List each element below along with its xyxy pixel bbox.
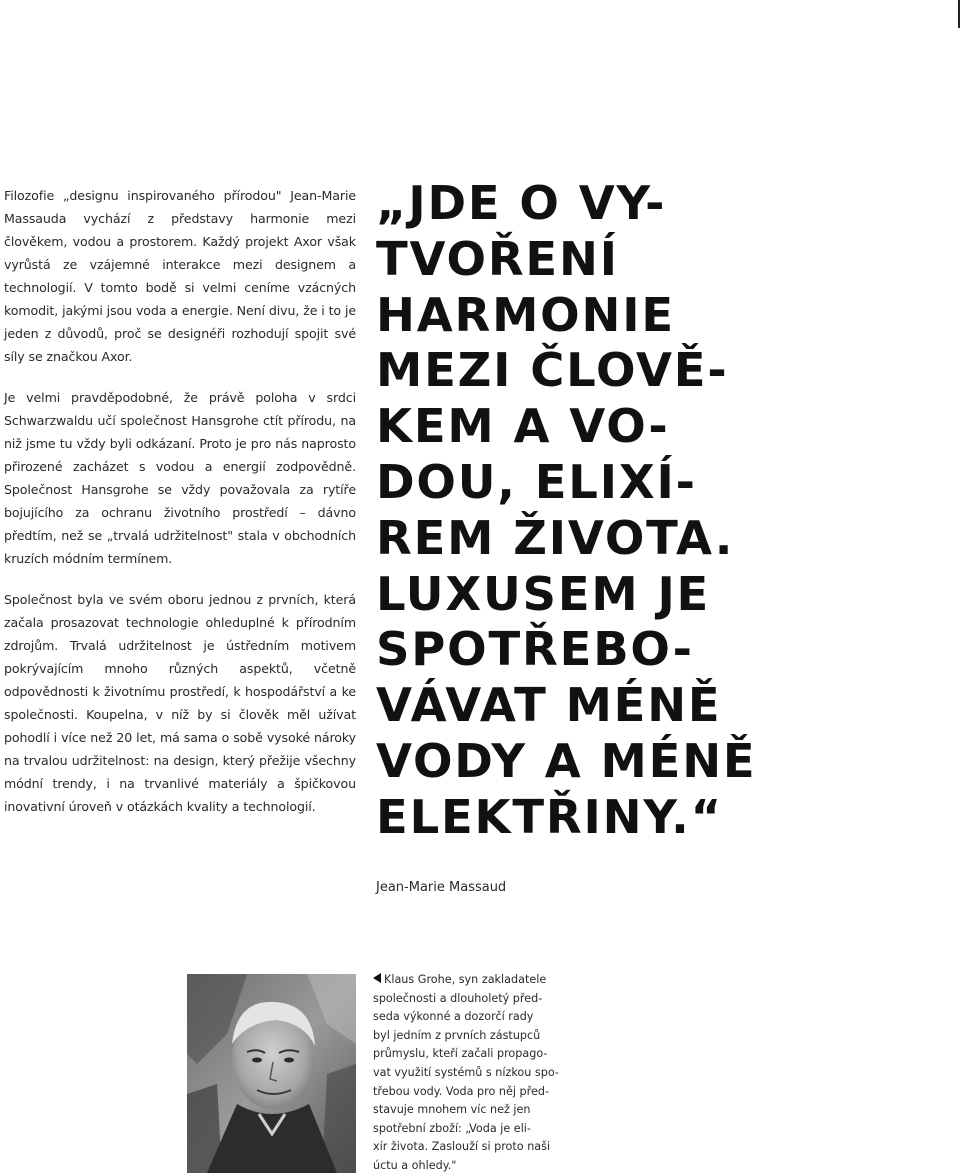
quote-line: VÁVAT MÉNĚ	[376, 678, 722, 733]
caption-line: byl jedním z prvních zástupců	[373, 1028, 541, 1042]
caption-line: stavuje mnohem víc než jen	[373, 1103, 531, 1117]
quote-line: ELEKTŘINY.“	[376, 789, 723, 844]
body-paragraph-2: Je velmi pravděpodobné, že právě poloha v srdci Schwarzwaldu učí společnost Hansgrohe ctít přírodu, na niž jsme tu vždy byli odkázaní. Proto je pro nás naprosto přirozené zacházet s vodou a energií zodpovědně. Společnost Hansgrohe se vždy považovala za rytíře bojujícího za ochranu životního prostředí – dávno předtím, než se „trvalá udržitelnost" stala v obchodních kruzích módním termínem.	[4, 390, 356, 566]
caption-line: průmyslu, kteří začali propago-	[373, 1047, 548, 1061]
caption-line-text: Klaus Grohe, syn zakladatele	[384, 973, 547, 986]
caption-line-1	[373, 971, 553, 990]
quote-line: „JDE O VY-	[376, 176, 667, 230]
body-paragraph-3: Společnost byla ve svém oboru jednou z prvních, která začala prosazovat technologie ohleduplné k přírodním zdrojům. Trvalá udržitelnost je ústředním motivem pokrývajícím mnoho různých aspektů, včetně odpovědnosti k životnímu prostředí, k hospodářství a ke společnosti. Koupelna, v níž by si člověk měl užívat pohodlí i více než 20 let, má sama o sobě vysoké nároky na trvalou udržitelnost: na design, který přežije všechny módní trendy, i na trvanlivé materiály a špičkovou inovativní úroveň v otázkách kvality a technologií.	[4, 592, 356, 814]
quote-author: Jean-Marie Massaud	[376, 880, 507, 895]
caption-line: spotřební zboží: „Voda je eli-	[373, 1121, 531, 1135]
body-paragraph-1: Filozofie „designu inspirovaného přírodou" Jean-Marie Massauda vychází z představy harmonie mezi člověkem, vodou a prostorem. Každý projekt Axor však vyrůstá ze vzájemné interakce mezi designem a technologií. V tomto bodě si velmi ceníme vzácných komodit, jakými jsou voda a energie. Není divu, že i to je jeden z důvodů, proč se designéři rozhodují spojit své síly se značkou Axor.	[4, 188, 356, 364]
quote-line: MEZI ČLOVĚ-	[376, 343, 729, 398]
portrait-photo	[187, 974, 356, 1173]
caption-line: společnosti a dlouholetý před-	[373, 991, 543, 1005]
quote-line: LUXUSEM JE	[376, 566, 711, 621]
caption-line: úctu a ohledy."	[373, 1158, 457, 1172]
caption-line: seda výkonné a dozorčí rady	[373, 1010, 534, 1024]
caption-line: xír života. Zaslouží si proto naši	[373, 1140, 551, 1154]
quote-line: REM ŽIVOTA.	[376, 510, 735, 565]
caption-line: vat využití systémů s nízkou spo-	[373, 1065, 559, 1079]
quote-line: VODY A MÉNĚ	[376, 733, 757, 788]
arrow-left-icon	[373, 973, 381, 983]
portrait-illustration	[187, 974, 356, 1173]
quote-line: SPOTŘEBO-	[376, 622, 694, 677]
quote-line: HARMONIE	[376, 287, 675, 342]
body-text-column	[4, 184, 356, 836]
quote-line: TVOŘENÍ	[376, 231, 619, 286]
caption-line: třebou vody. Voda pro něj před-	[373, 1084, 550, 1098]
pull-quote	[376, 176, 956, 846]
quote-line: DOU, ELIXÍ-	[376, 454, 697, 509]
photo-caption	[373, 971, 559, 1176]
quote-line: KEM A VO-	[376, 399, 670, 454]
